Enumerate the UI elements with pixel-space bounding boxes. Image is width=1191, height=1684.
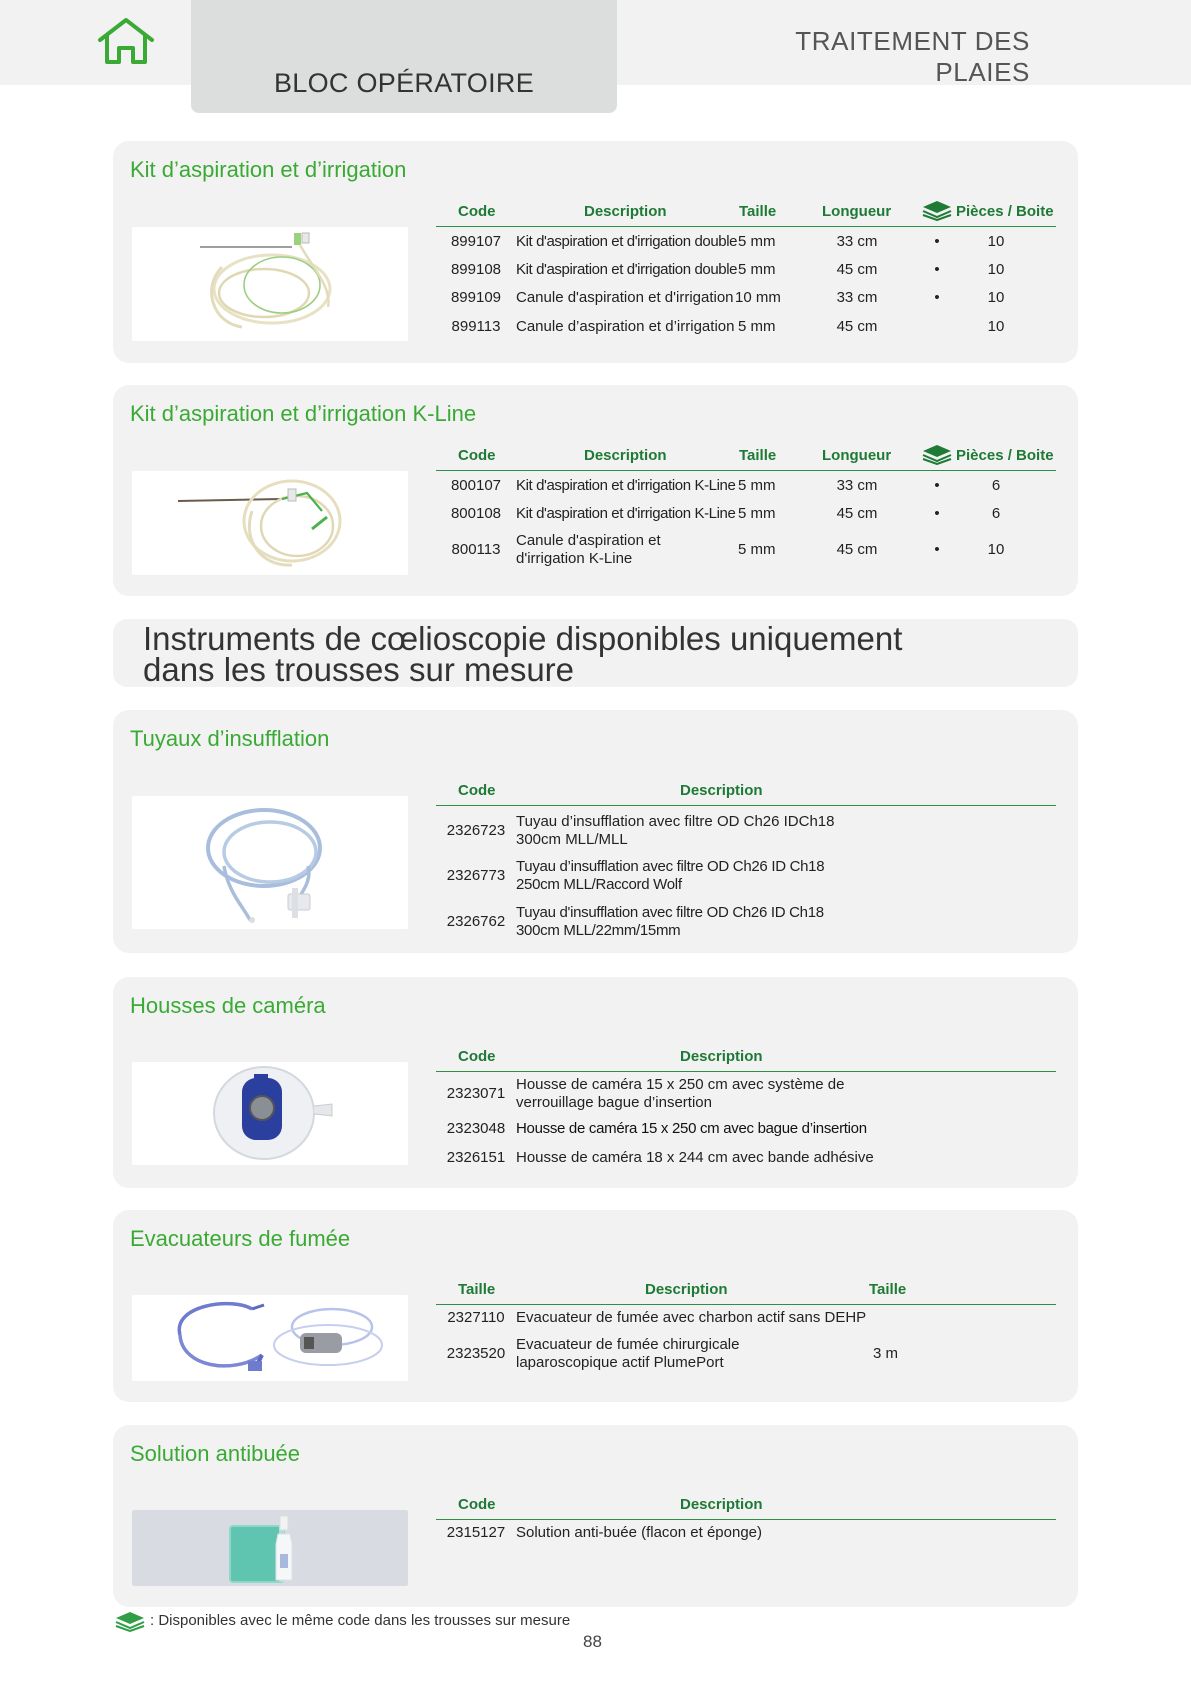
cell-description-line2: d'irrigation K-Line [516, 550, 633, 567]
col-header-description: Description [584, 447, 667, 464]
product-table-smoke [436, 1272, 1056, 1392]
cell-dot: • [934, 233, 940, 250]
product-image-kline [132, 471, 408, 575]
product-card-antifog [113, 1425, 1078, 1607]
page-category-title: TRAITEMENT DES PLAIES [795, 26, 1030, 87]
cell-code: 2326762 [446, 913, 506, 930]
col-header-longueur: Longueur [822, 447, 892, 464]
cell-pieces: 10 [987, 261, 1005, 278]
cell-pieces: 6 [991, 505, 1001, 522]
card-title: Kit d’aspiration et d’irrigation K-Line [130, 401, 477, 426]
cell-description: Evacuateur de fumée avec charbon actif sans DEHP [516, 1309, 867, 1326]
cell-code: 899108 [450, 261, 502, 278]
section-tab-label: BLOC OPÉRATOIRE [273, 68, 535, 98]
cell-description: Canule d'aspiration et d'irrigation [516, 289, 734, 306]
product-image-kit [132, 227, 408, 341]
cell-description-line1: Evacuateur de fumée chirurgicale [516, 1336, 740, 1353]
card-title: Evacuateurs de fumée [130, 1226, 351, 1251]
table-header-rule [436, 1071, 1056, 1072]
cell-description: Solution anti-buée (flacon et éponge) [516, 1524, 763, 1541]
col-header-pieces: Pièces / Boite [956, 447, 1054, 464]
product-table-camera [436, 1039, 1056, 1169]
cell-code: 2323048 [446, 1120, 506, 1137]
col-header-code: Code [458, 782, 496, 799]
col-header-code: Code [458, 447, 496, 464]
home-icon[interactable] [96, 16, 156, 66]
cell-code: 2326151 [446, 1149, 506, 1166]
table-header-rule [436, 470, 1056, 471]
col-header-code: Code [458, 1496, 496, 1513]
cell-code: 899109 [450, 289, 502, 306]
cell-longueur: 33 cm [836, 289, 878, 306]
cell-code: 2326773 [446, 867, 506, 884]
cell-pieces: 6 [991, 477, 1001, 494]
cell-longueur: 45 cm [836, 318, 878, 335]
cell-code: 800108 [450, 505, 502, 522]
stack-icon [922, 443, 952, 465]
product-card-smoke [113, 1210, 1078, 1402]
cell-taille: 5 mm [738, 318, 776, 335]
col-header-pieces: Pièces / Boite [956, 203, 1054, 220]
cell-pieces: 10 [987, 289, 1005, 306]
product-table-insufflation [436, 772, 1056, 939]
cell-description: Canule d’aspiration et d’irrigation [516, 318, 735, 335]
col-header-code: Code [458, 1048, 496, 1065]
cell-taille: 5 mm [738, 477, 776, 494]
cell-dot: • [934, 261, 940, 278]
card-title: Housses de caméra [130, 993, 326, 1018]
cell-taille: 5 mm [738, 233, 776, 250]
cell-longueur: 33 cm [836, 477, 878, 494]
card-title: Tuyaux d’insufflation [130, 726, 330, 751]
col-header-taille: Taille [739, 447, 777, 464]
stack-icon [922, 199, 952, 221]
banner-line-1: Instruments de cœlioscopie disponibles uniquement [143, 620, 903, 657]
cell-code: 800107 [450, 477, 502, 494]
product-image-camera [132, 1062, 408, 1165]
product-table-kline [436, 447, 1056, 577]
cell-description-line1: Tuyau d'insufflation avec filtre OD Ch26 ID Ch18 [516, 904, 824, 921]
section-banner [113, 619, 1078, 687]
table-header-rule [436, 1304, 1056, 1305]
table-header-rule [436, 1519, 1056, 1520]
cell-pieces: 10 [987, 541, 1005, 558]
cell-description-line2: laparoscopique actif PlumePort [516, 1354, 724, 1371]
col-header-code: Code [458, 203, 496, 220]
cell-description-line2: 300cm MLL/22mm/15mm [516, 922, 681, 939]
product-table-antifog [436, 1487, 1056, 1547]
cell-description: Housse de caméra 18 x 244 cm avec bande adhésive [516, 1149, 874, 1166]
col-header-description: Description [645, 1281, 728, 1298]
product-image-smoke [132, 1295, 408, 1381]
col-header-description: Description [680, 782, 763, 799]
cell-longueur: 45 cm [836, 261, 878, 278]
cell-dot: • [934, 289, 940, 306]
card-title: Solution antibuée [130, 1441, 301, 1466]
table-header-rule [436, 805, 1056, 806]
stack-icon [115, 1610, 145, 1632]
product-card-kline [113, 385, 1078, 596]
cell-dot: • [934, 541, 940, 558]
cell-description-line1: Housse de caméra 15 x 250 cm avec système de [516, 1076, 845, 1093]
cell-description-line1: Tuyau d’insufflation avec filtre OD Ch26 ID Ch18 [516, 858, 825, 875]
product-card-kit [113, 141, 1078, 363]
cell-taille: 5 mm [738, 505, 776, 522]
cell-description: Kit d'aspiration et d'irrigation K-Line [516, 505, 736, 522]
product-image-antifog [132, 1510, 408, 1586]
product-card-camera [113, 977, 1078, 1188]
cell-longueur: 45 cm [836, 505, 878, 522]
cell-code: 2323520 [446, 1345, 506, 1362]
cell-description: Kit d'aspiration et d'irrigation double [516, 261, 738, 278]
cell-code: 899107 [450, 233, 502, 250]
cell-code: 899113 [451, 318, 501, 335]
cell-description: Housse de caméra 15 x 250 cm avec bague d’insertion [516, 1120, 867, 1137]
cell-description-line1: Canule d'aspiration et [516, 532, 661, 549]
product-table-kit [436, 203, 1056, 343]
cell-dot: • [934, 477, 940, 494]
cell-pieces: 10 [987, 233, 1005, 250]
col-header-description: Description [680, 1048, 763, 1065]
cell-code: 2323071 [446, 1085, 506, 1102]
cell-description: Kit d'aspiration et d'irrigation double [516, 233, 738, 250]
cell-code: 2315127 [446, 1524, 506, 1541]
cell-pieces: 10 [987, 318, 1005, 335]
card-title: Kit d’aspiration et d’irrigation [130, 157, 407, 182]
footer-note: : Disponibles avec le même code dans les trousses sur mesure [150, 1612, 571, 1629]
cell-description-line2: verrouillage bague d’insertion [516, 1094, 712, 1111]
cell-code: 2326723 [446, 822, 506, 839]
col-header-description: Description [584, 203, 667, 220]
cell-code: 800113 [451, 541, 501, 558]
col-header-code: Taille [458, 1281, 496, 1298]
cell-longueur: 45 cm [836, 541, 878, 558]
col-header-taille: Taille [739, 203, 777, 220]
col-header-longueur: Longueur [822, 203, 892, 220]
cell-description-line2: 300cm MLL/MLL [516, 831, 628, 848]
page-number: 88 [583, 1632, 602, 1651]
cell-description-line1: Tuyau d’insufflation avec filtre OD Ch26 IDCh18 [516, 813, 835, 830]
cell-taille: 5 mm [738, 541, 776, 558]
banner-line-2: dans les trousses sur mesure [143, 651, 575, 688]
col-header-description: Description [680, 1496, 763, 1513]
cell-taille: 3 m [873, 1345, 899, 1362]
cell-taille: 10 mm [735, 289, 781, 306]
cell-taille: 5 mm [738, 261, 776, 278]
cell-code: 2327110 [447, 1309, 505, 1326]
cell-description-line2: 250cm MLL/Raccord Wolf [516, 876, 682, 893]
product-card-insufflation [113, 710, 1078, 953]
col-header-taille: Taille [869, 1281, 907, 1298]
section-tab[interactable] [191, 0, 617, 113]
product-image-insufflation [132, 796, 408, 929]
cell-description: Kit d'aspiration et d'irrigation K-Line [516, 477, 736, 494]
cell-dot: • [934, 505, 940, 522]
cell-longueur: 33 cm [836, 233, 878, 250]
